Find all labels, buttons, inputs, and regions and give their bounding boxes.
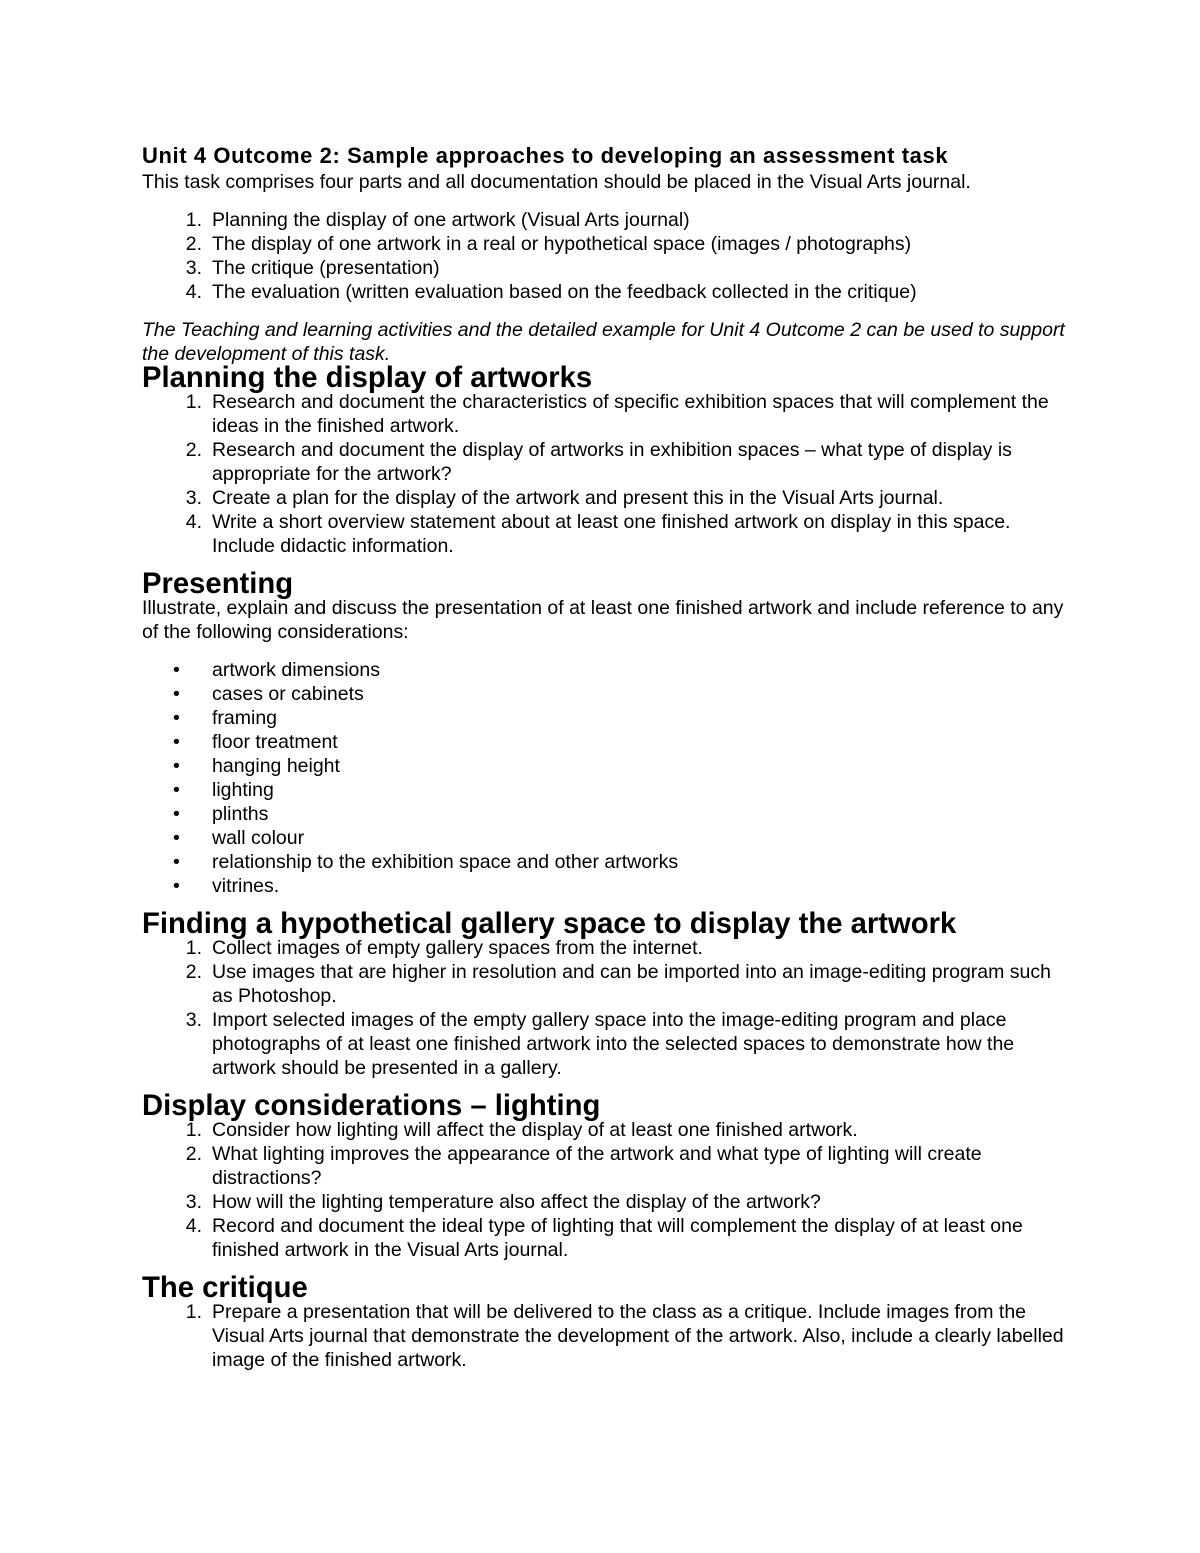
list-item: 3. How will the lighting temperature also affect the display of the artwork? <box>185 1191 821 1213</box>
list-item: 1. Collect images of empty gallery spaces from the internet. <box>185 937 703 959</box>
list-item: • relationship to the exhibition space and other artworks <box>173 851 679 873</box>
list-item: 1. Prepare a presentation that will be delivered to the class as a critique. Include images from the Visual Arts journal that demonstrate the development of the artwork. Also, include a clearly labelled image of the finished artwork. <box>185 1301 1064 1371</box>
bullet-icon: • <box>173 779 180 801</box>
list-item: • hanging height <box>173 755 340 777</box>
intro-text: This task comprises four parts and all documentation should be placed in the Visual Arts journal. <box>142 171 971 193</box>
list-item: • lighting <box>173 779 274 801</box>
list-item: 1. Planning the display of one artwork (Visual Arts journal) <box>185 209 690 231</box>
list-item: 3. Import selected images of the empty gallery space into the image-editing program and place photographs of at least one finished artwork into the selected spaces to demonstrate how the artwork should be presented in a gallery. <box>185 1009 1015 1079</box>
section-heading-presenting: Presenting <box>142 568 294 600</box>
list-item: • framing <box>173 707 278 729</box>
list-item: 4. The evaluation (written evaluation based on the feedback collected in the critique) <box>185 281 917 303</box>
lighting-list <box>142 1118 1072 1262</box>
bullet-icon: • <box>173 755 180 777</box>
list-item: • plinths <box>173 803 269 825</box>
parts-list <box>142 208 1072 304</box>
list-item: 1. Consider how lighting will affect the display of at least one finished artwork. <box>185 1119 858 1141</box>
gallery-list <box>142 936 1072 1080</box>
list-item: 4. Record and document the ideal type of lighting that will complement the display of at least one finished artwork in the Visual Arts journal. <box>185 1215 1023 1261</box>
list-item: 4. Write a short overview statement about at least one finished artwork on display in this space. Include didactic information. <box>185 511 1011 557</box>
planning-list <box>142 390 1072 558</box>
bullet-icon: • <box>173 851 180 873</box>
list-item: 1. Research and document the characteristics of specific exhibition spaces that will complement the ideas in the finished artwork. <box>185 391 1049 437</box>
list-item: • artwork dimensions <box>173 659 380 681</box>
list-item: 2. What lighting improves the appearance of the artwork and what type of lighting will create distractions? <box>185 1143 982 1189</box>
section-heading-critique: The critique <box>142 1272 308 1304</box>
bullet-icon: • <box>173 659 180 681</box>
bullet-icon: • <box>173 683 180 705</box>
list-item: 2. The display of one artwork in a real or hypothetical space (images / photographs) <box>185 233 912 255</box>
bullet-icon: • <box>173 827 180 849</box>
list-item: 2. Use images that are higher in resolution and can be imported into an image-editing program such as Photoshop. <box>185 961 1051 1007</box>
italic-note: The Teaching and learning activities and the detailed example for Unit 4 Outcome 2 can be used to support the development of this task. <box>142 319 1065 365</box>
section-heading-lighting: Display considerations – lighting <box>142 1090 601 1122</box>
bullet-icon: • <box>173 803 180 825</box>
presenting-text: Illustrate, explain and discuss the presentation of at least one finished artwork and include reference to any of the following considerations: <box>142 597 1064 643</box>
section-heading-gallery: Finding a hypothetical gallery space to display the artwork <box>142 908 957 940</box>
section-heading-planning: Planning the display of artworks <box>142 362 593 394</box>
critique-list <box>142 1300 1072 1372</box>
list-item: 3. The critique (presentation) <box>185 257 440 279</box>
document-page <box>142 142 1072 1372</box>
considerations-list <box>142 658 1072 898</box>
bullet-icon: • <box>173 875 180 897</box>
bullet-icon: • <box>173 707 180 729</box>
list-item: • vitrines. <box>173 875 280 897</box>
list-item: 2. Research and document the display of artworks in exhibition spaces – what type of display is appropriate for the artwork? <box>185 439 1012 485</box>
list-item: • wall colour <box>173 827 305 849</box>
list-item: • floor treatment <box>173 731 338 753</box>
list-item: • cases or cabinets <box>173 683 364 705</box>
document-title: Unit 4 Outcome 2: Sample approaches to developing an assessment task <box>142 143 949 168</box>
list-item: 3. Create a plan for the display of the artwork and present this in the Visual Arts journal. <box>185 487 944 509</box>
bullet-icon: • <box>173 731 180 753</box>
